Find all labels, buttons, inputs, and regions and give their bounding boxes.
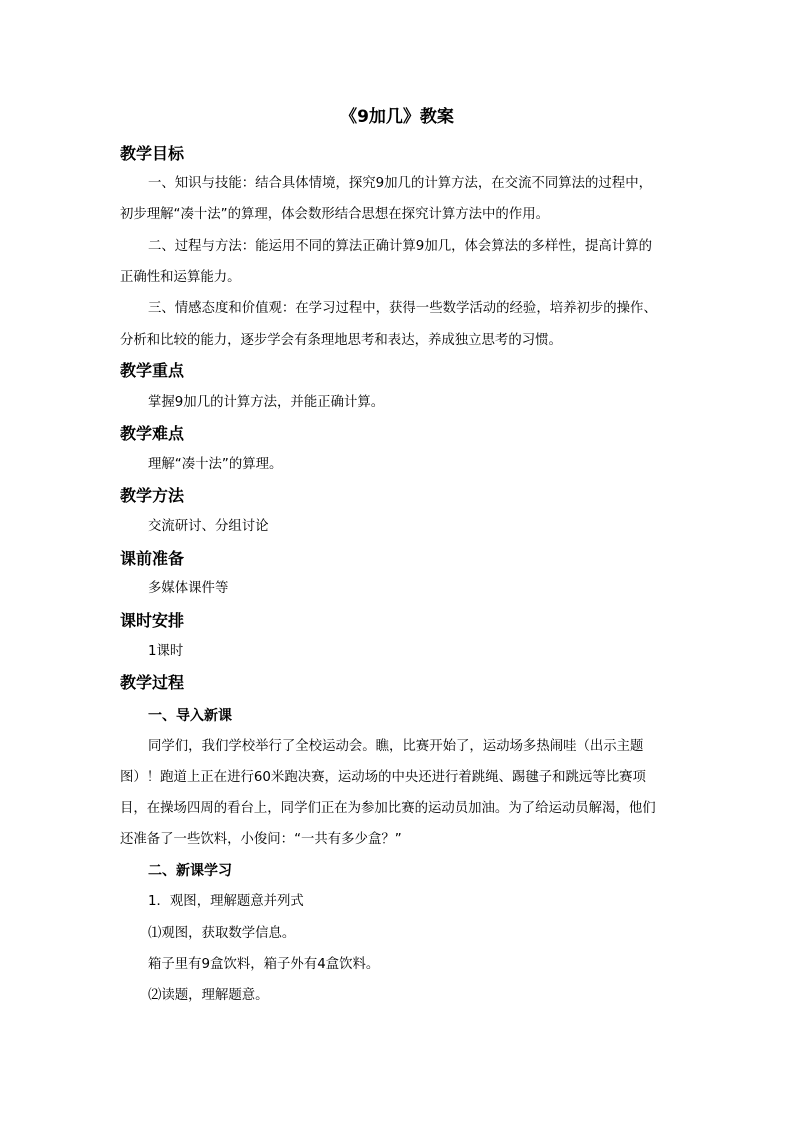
methods-text: 交流研讨、分组讨论: [148, 519, 269, 534]
process-part2-heading: 二、新课学习: [148, 863, 232, 879]
goals-line: 三、情感态度和价值观：在学习过程中，获得一些数学活动的经验，培养初步的操作、: [148, 301, 657, 316]
schedule-text: 1课时: [148, 644, 184, 659]
process-part2-line: 箱子里有9盒饮料，箱子外有4盒饮料。: [148, 957, 380, 972]
process-part2-line: ⑵读题，理解题意。: [148, 988, 269, 1003]
goals-line: 正确性和运算能力。: [120, 270, 241, 285]
process-part2-line: 1．观图，理解题意并列式: [148, 894, 304, 909]
goals-line: 初步理解“凑十法”的算理，体会数形结合思想在探究计算方法中的作用。: [120, 207, 549, 222]
goals-line: 分析和比较的能力，逐步学会有条理地思考和表达，养成独立思考的习惯。: [120, 333, 562, 348]
section-heading-process: 教学过程: [120, 673, 185, 692]
process-part1-line: 同学们，我们学校举行了全校运动会。瞧，比赛开始了，运动场多热闹哇（出示主题: [148, 739, 644, 754]
section-heading-preparation: 课前准备: [120, 549, 185, 568]
process-part1-line: 目，在操场四周的看台上，同学们正在为参加比赛的运动员加油。为了给运动员解渴，他们: [120, 801, 656, 816]
process-part1-line: 图）！跑道上正在进行60米跑决赛，运动场的中央还进行着跳绳、踢毽子和跳远等比赛项: [120, 770, 646, 785]
goals-line: 二、过程与方法：能运用不同的算法正确计算9加几，体会算法的多样性，提高计算的: [148, 239, 652, 254]
process-part1-heading: 一、导入新课: [148, 708, 232, 724]
preparation-text: 多媒体课件等: [148, 581, 229, 596]
section-heading-goals: 教学目标: [120, 144, 185, 163]
section-heading-methods: 教学方法: [120, 486, 185, 505]
key-points-text: 掌握9加几的计算方法，并能正确计算。: [148, 395, 385, 410]
section-heading-difficulties: 教学难点: [120, 424, 185, 443]
difficulties-text: 理解“凑十法”的算理。: [148, 457, 283, 472]
section-heading-key-points: 教学重点: [120, 361, 185, 380]
document-title: 《9加几》教案: [340, 107, 454, 127]
goals-line: 一、知识与技能：结合具体情境，探究9加几的计算方法，在交流不同算法的过程中，: [148, 176, 652, 191]
section-heading-schedule: 课时安排: [120, 611, 185, 630]
process-part1-line: 还准备了一些饮料，小俊问：“一共有多少盒？”: [120, 832, 402, 847]
process-part2-line: ⑴观图，获取数学信息。: [148, 926, 296, 941]
